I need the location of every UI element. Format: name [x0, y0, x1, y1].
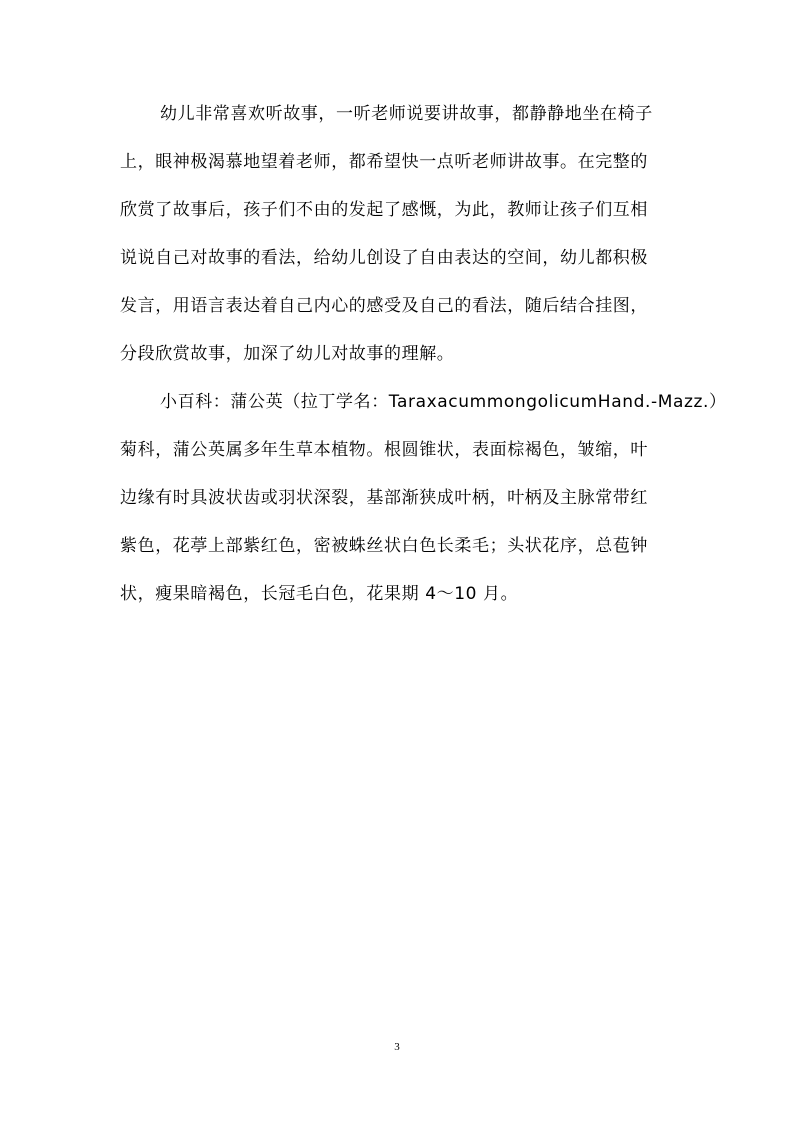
- text-line: 边缘有时具波状齿或羽状深裂，基部渐狭成叶柄，叶柄及主脉常带红: [120, 488, 648, 508]
- text-line: 说说自己对故事的看法，给幼儿创设了自由表达的空间，幼儿都积极: [120, 248, 648, 268]
- text-line: 状，瘦果暗褐色，长冠毛白色，花果期 4～10 月。: [120, 584, 519, 604]
- text-line: 菊科，蒲公英属多年生草本植物。根圆锥状，表面棕褐色，皱缩，叶: [120, 440, 648, 460]
- document-body: [120, 90, 727, 618]
- paragraph-storytelling: [120, 90, 680, 378]
- page-number: 3: [394, 1041, 400, 1053]
- text-line: 上，眼神极渴慕地望着老师，都希望快一点听老师讲故事。在完整的: [120, 152, 648, 172]
- text-line: 紫色，花葶上部紫红色，密被蛛丝状白色长柔毛；头状花序，总苞钟: [120, 536, 648, 556]
- text-line: 小百科：蒲公英（拉丁学名：TaraxacummongolicumHand.-Mazz.）: [160, 392, 727, 412]
- text-line: 欣赏了故事后，孩子们不由的发起了感慨，为此，教师让孩子们互相: [120, 200, 648, 220]
- text-line: 幼儿非常喜欢听故事，一听老师说要讲故事，都静静地坐在椅子: [160, 104, 653, 124]
- paragraph-encyclopedia: [120, 378, 727, 618]
- text-line: 发言，用语言表达着自己内心的感受及自己的看法，随后结合挂图，: [120, 296, 648, 316]
- text-line: 分段欣赏故事，加深了幼儿对故事的理解。: [120, 344, 455, 364]
